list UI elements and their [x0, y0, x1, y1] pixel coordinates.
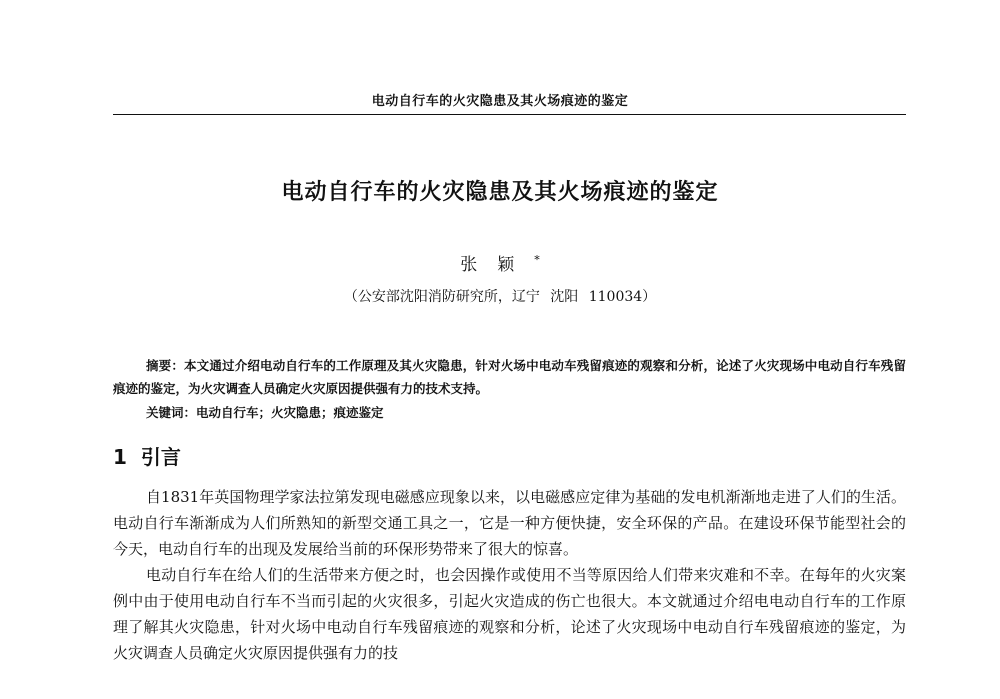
abstract-text: 本文通过介绍电动自行车的工作原理及其火灾隐患，针对火场中电动车残留痕迹的观察和分析，论述了火灾现场中电动自行车残留痕迹的鉴定，为火灾调查人员确定火灾原因提供强有力的技术支持。: [113, 358, 906, 396]
section-number: 1: [113, 445, 127, 469]
keywords-text: 电动自行车；火灾隐患；痕迹鉴定: [196, 405, 384, 420]
running-header: 电动自行车的火灾隐患及其火场痕迹的鉴定: [371, 94, 629, 109]
author-footnote-mark: *: [534, 253, 540, 267]
keywords: [146, 401, 906, 424]
section-title: 引言: [140, 445, 181, 469]
section-heading: [113, 441, 181, 470]
abstract: [113, 354, 906, 400]
affiliation: （公安部沈阳消防研究所，辽宁 沈阳 110034）: [343, 289, 657, 305]
keywords-label: 关键词：: [146, 405, 197, 420]
paragraph: 自1831年英国物理学家法拉第发现电磁感应现象以来，以电磁感应定律为基础的发电机渐渐地走进了人们的生活。电动自行车渐渐成为人们所熟知的新型交通工具之一，它是一种方便快捷，安全环保的产品。在建设环保节能型社会的今天，电动自行车的出现及发展给当前的环保形势带来了很大的惊喜。: [113, 488, 906, 558]
abstract-label: 摘要：: [146, 358, 185, 373]
header-rule: [113, 114, 906, 115]
paragraph: 电动自行车在给人们的生活带来方便之时，也会因操作或使用不当等原因给人们带来灾难和不幸。在每年的火灾案例中由于使用电动自行车不当而引起的火灾很多，引起火灾造成的伤亡也很大。本文就通过介绍电电动自行车的工作原理了解其火灾隐患，针对火场中电动自行车残留痕迹的观察和分析，论述了火灾现场中电动自行车残留痕迹的鉴定，为火灾调查人员确定火灾原因提供强有力的技: [113, 566, 906, 662]
article-title: 电动自行车的火灾隐患及其火场痕迹的鉴定: [281, 180, 719, 205]
section-body: [113, 484, 906, 666]
author-name: 张颖: [460, 255, 535, 275]
author: [0, 250, 1000, 275]
